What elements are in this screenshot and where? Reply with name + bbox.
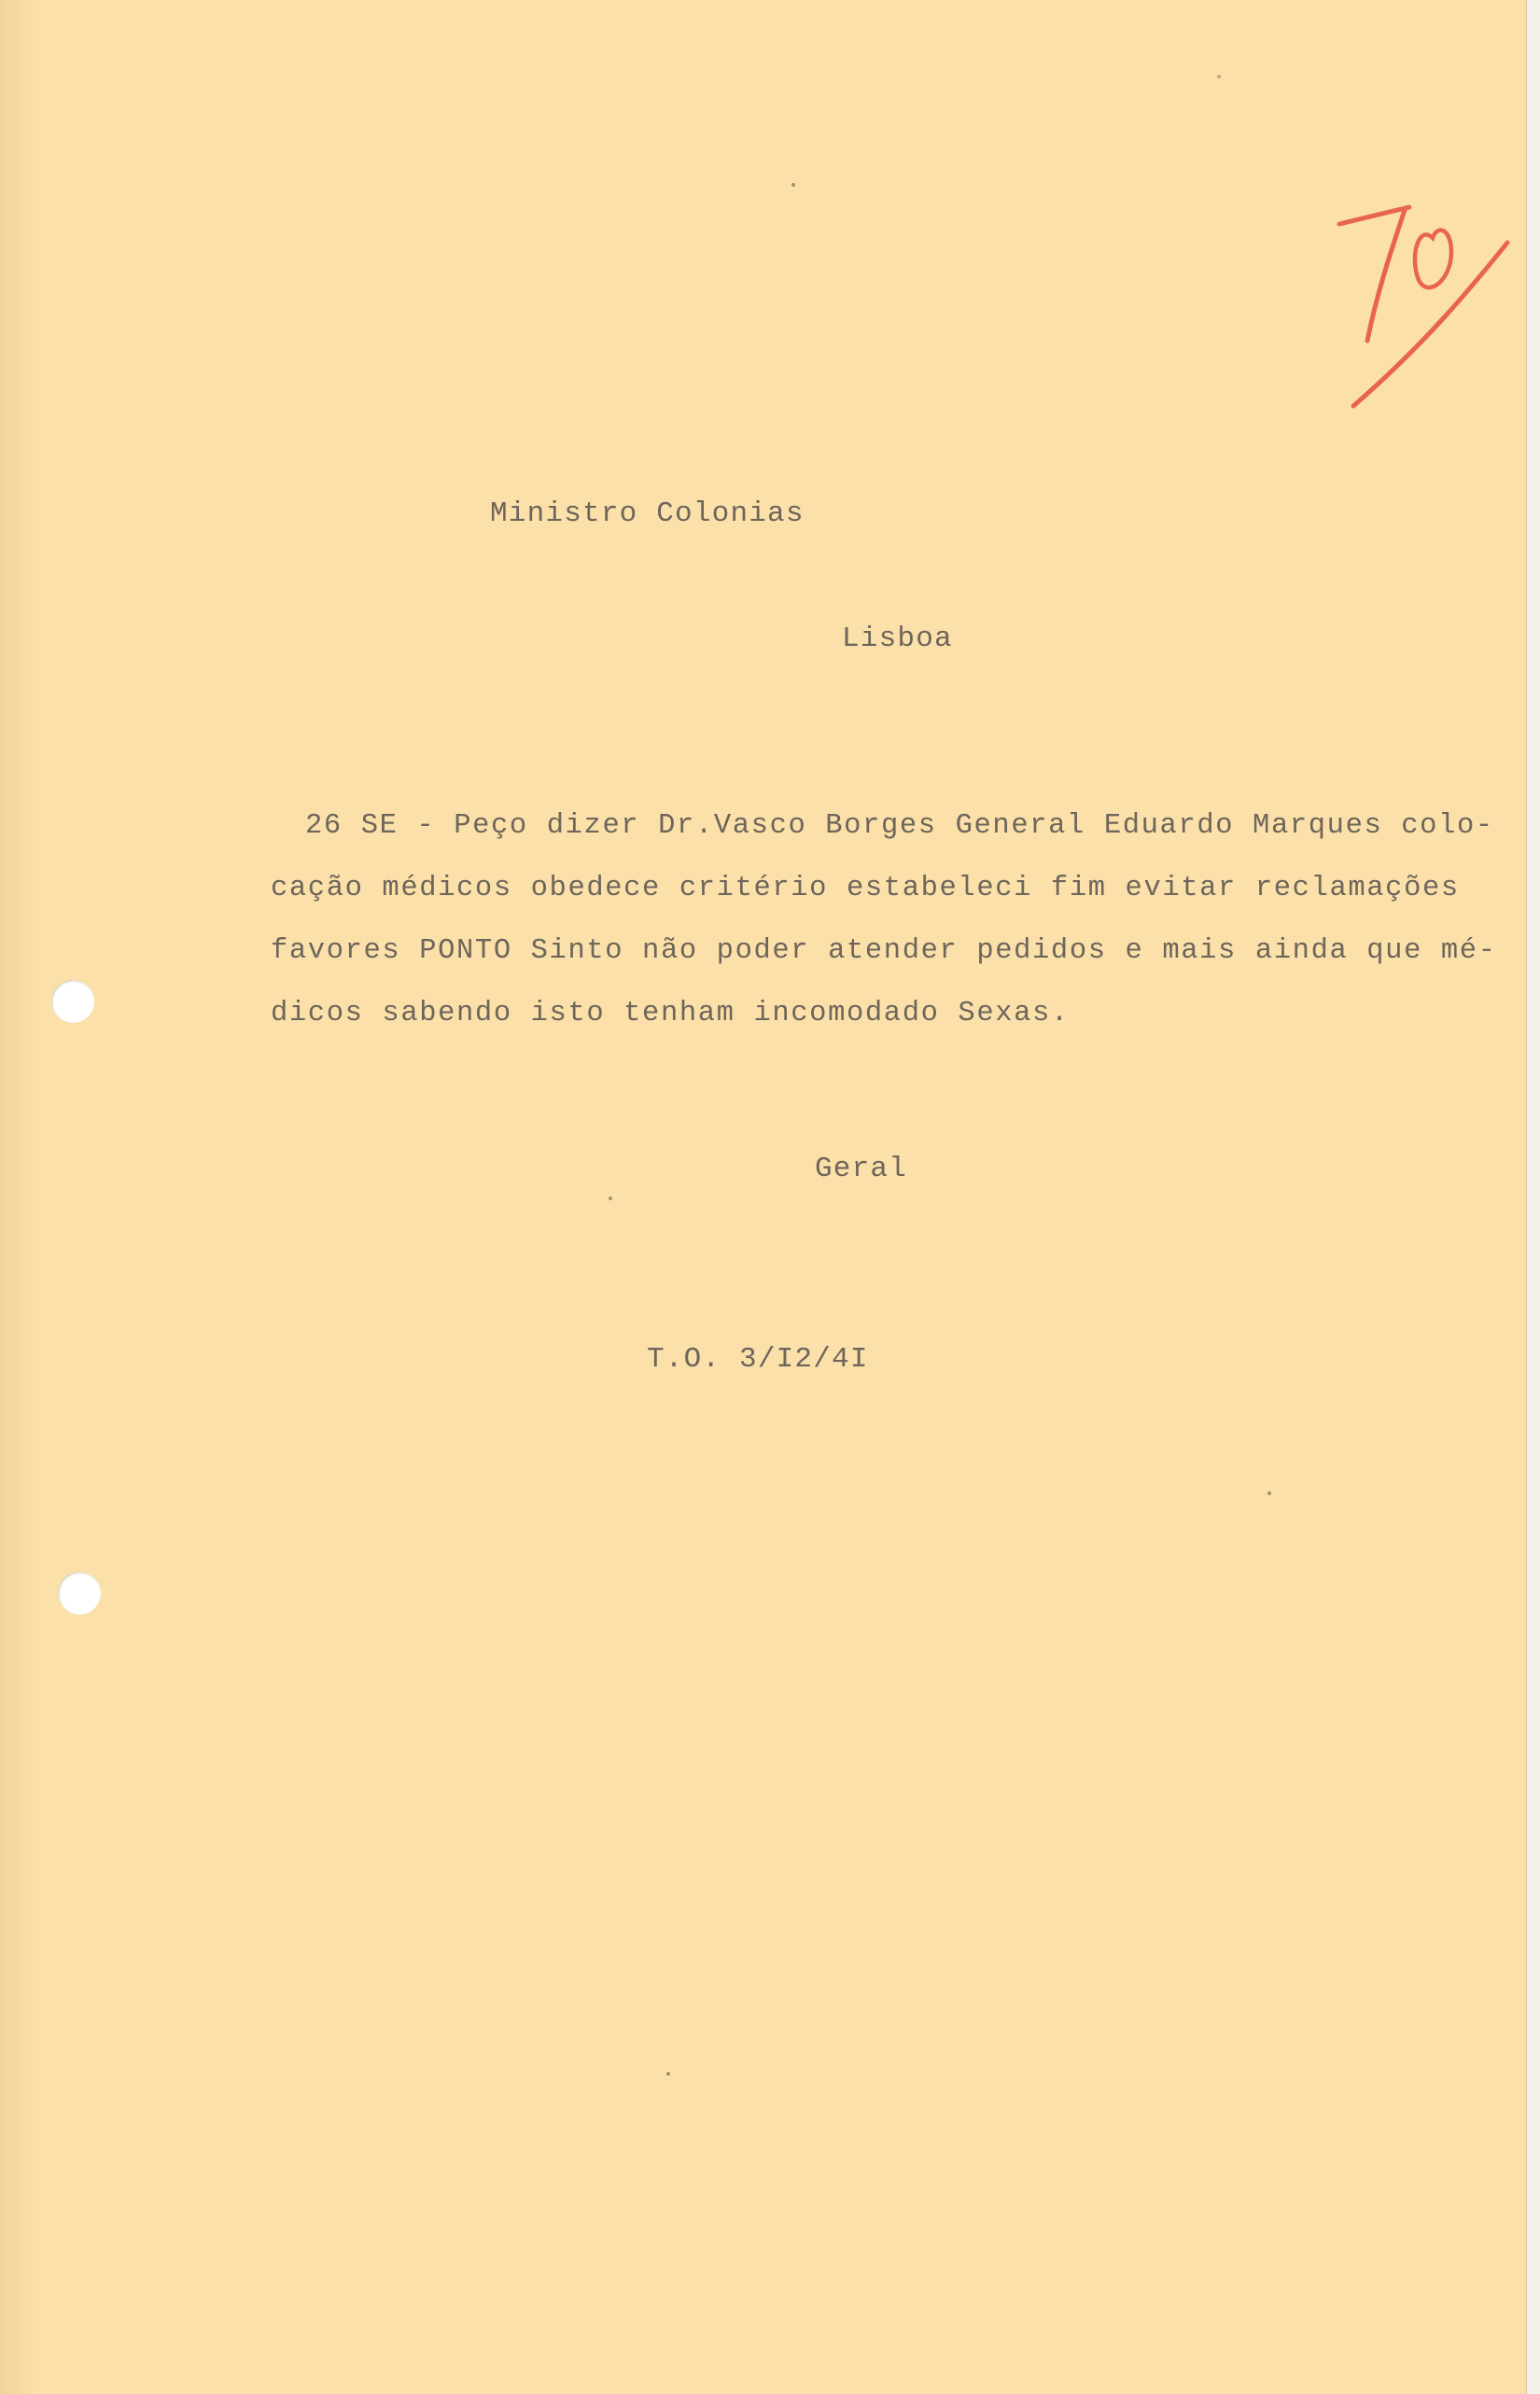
paper-speck	[1267, 1491, 1271, 1495]
handwritten-folio-icon	[1321, 187, 1526, 420]
body-line-1: 26 SE - Peço dizer Dr.Vasco Borges General Eduardo Marques colo-	[305, 810, 1494, 842]
paper-speck	[1217, 75, 1221, 78]
punch-hole-icon	[51, 980, 94, 1023]
page-edge	[1526, 0, 1540, 2394]
addressee: Ministro Colonias	[490, 497, 805, 530]
paper-speck	[609, 1197, 612, 1200]
body-line-3: favores PONTO Sinto não poder atender pedidos e mais ainda que mé-	[271, 935, 1497, 967]
city: Lisboa	[842, 623, 953, 655]
body-line-4: dicos sabendo isto tenham incomodado Sexas.	[271, 998, 1070, 1029]
body-line-2: cação médicos obedece critério estabeleci fim evitar reclamações	[271, 873, 1460, 904]
paper-speck	[666, 2072, 670, 2076]
reference-date: T.O. 3/I2/4I	[647, 1343, 869, 1376]
punch-hole-icon	[58, 1572, 101, 1615]
paper-speck	[791, 183, 795, 187]
signature: Geral	[815, 1153, 908, 1185]
